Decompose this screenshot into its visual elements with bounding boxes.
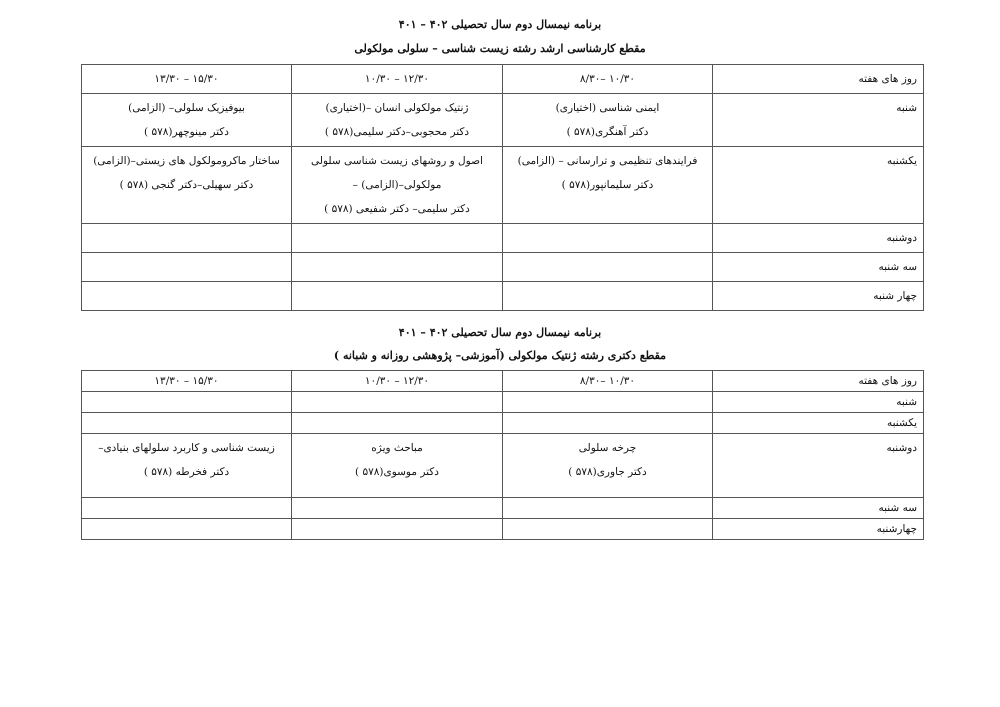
course-instructor: دکتر سلیمانپور(۵۷۸ ) <box>561 179 654 191</box>
course-name: ساختار ماکرومولکول های زیستی–(الزامی) <box>93 155 280 167</box>
empty-cell <box>503 519 713 540</box>
day-cell: سه شنبه <box>713 498 924 519</box>
empty-cell <box>82 282 292 311</box>
course-cell <box>503 94 713 147</box>
table-row <box>82 392 924 413</box>
header-days: روز های هفته <box>713 65 924 94</box>
empty-cell <box>503 392 713 413</box>
schedule2-subtitle: مقطع دکتری رشته ژنتیک مولکولی (آموزشی– پژوهشی روزانه و شبانه ) <box>333 349 667 362</box>
header-row <box>82 65 924 94</box>
day-cell: شنبه <box>713 94 924 147</box>
empty-cell <box>292 253 503 282</box>
course-name: ژنتیک مولکولی انسان –(اختیاری) <box>325 102 469 114</box>
table-row <box>82 94 924 147</box>
schedule1-subtitle: مقطع کارشناسی ارشد رشته زیست شناسی – سلولی مولکولی <box>354 42 646 55</box>
course-cell <box>292 94 503 147</box>
table-row <box>82 224 924 253</box>
table-row <box>82 253 924 282</box>
course-cell <box>292 147 503 224</box>
empty-cell <box>82 392 292 413</box>
empty-cell <box>292 498 503 519</box>
schedule1-table <box>81 64 924 311</box>
course-cell <box>503 434 713 498</box>
header-row <box>82 371 924 392</box>
empty-cell <box>503 282 713 311</box>
course-instructor: دکتر مینوچهر(۵۷۸ ) <box>144 126 229 138</box>
course-name: چرخه سلولی <box>578 442 637 454</box>
course-cell <box>503 147 713 224</box>
day-cell: دوشنبه <box>713 224 924 253</box>
course-name: بیوفیزیک سلولی– (الزامی) <box>128 102 245 114</box>
header-slot-1: ۱۰/۳۰ –۸/۳۰ <box>503 371 713 392</box>
header-days: روز های هفته <box>713 371 924 392</box>
day-cell: دوشنبه <box>713 434 924 498</box>
course-cell <box>82 434 292 498</box>
table-row <box>82 434 924 498</box>
course-cell <box>82 147 292 224</box>
empty-cell <box>503 413 713 434</box>
day-cell: چهار شنبه <box>713 282 924 311</box>
header-slot-2: ۱۲/۳۰ – ۱۰/۳۰ <box>292 65 503 94</box>
empty-cell <box>292 392 503 413</box>
empty-cell <box>292 282 503 311</box>
course-cell <box>82 94 292 147</box>
header-slot-3: ۱۵/۳۰ – ۱۳/۳۰ <box>82 65 292 94</box>
course-instructor: دکتر سلیمی– دکتر شفیعی (۵۷۸ ) <box>324 203 470 215</box>
course-instructor: دکتر سهیلی–دکتر گنجی (۵۷۸ ) <box>119 179 254 191</box>
schedule2-title: برنامه نیمسال دوم سال تحصیلی ۴۰۲ – ۴۰۱ <box>398 326 602 339</box>
course-cell <box>292 434 503 498</box>
table-row <box>82 519 924 540</box>
course-name: ایمنی شناسی (اختیاری) <box>555 102 660 114</box>
course-instructor: دکتر آهنگری(۵۷۸ ) <box>566 126 649 138</box>
header-slot-2: ۱۲/۳۰ – ۱۰/۳۰ <box>292 371 503 392</box>
schedule2-table <box>81 370 924 540</box>
empty-cell <box>503 224 713 253</box>
header-slot-1: ۱۰/۳۰ –۸/۳۰ <box>503 65 713 94</box>
course-name: اصول و روشهای زیست شناسی سلولی <box>311 155 483 167</box>
course-instructor: دکتر فخرطه (۵۷۸ ) <box>143 466 230 478</box>
course-instructor: دکتر موسوی(۵۷۸ ) <box>355 466 439 478</box>
course-name: مباحث ویژه <box>371 442 423 454</box>
day-cell: شنبه <box>713 392 924 413</box>
course-name-cont: مولکولی–(الزامی) – <box>352 179 442 191</box>
table-row <box>82 413 924 434</box>
day-cell: چهارشنبه <box>713 519 924 540</box>
day-cell: سه شنبه <box>713 253 924 282</box>
table-row <box>82 147 924 224</box>
course-name: زیست شناسی و کاربرد سلولهای بنیادی– <box>98 442 275 454</box>
day-cell: یکشنبه <box>713 147 924 224</box>
empty-cell <box>82 498 292 519</box>
course-instructor: دکتر محجوبی–دکتر سلیمی(۵۷۸ ) <box>324 126 470 138</box>
day-cell: یکشنبه <box>713 413 924 434</box>
table-row <box>82 282 924 311</box>
empty-cell <box>503 253 713 282</box>
empty-cell <box>292 224 503 253</box>
course-instructor: دکتر جاوری(۵۷۸ ) <box>568 466 647 478</box>
empty-cell <box>503 498 713 519</box>
empty-cell <box>292 413 503 434</box>
empty-cell <box>292 519 503 540</box>
empty-cell <box>82 224 292 253</box>
empty-cell <box>82 519 292 540</box>
empty-cell <box>82 253 292 282</box>
course-name: فرایندهای تنظیمی و ترارسانی – (الزامی) <box>517 155 698 167</box>
table-row <box>82 498 924 519</box>
schedule1-title: برنامه نیمسال دوم سال تحصیلی ۴۰۲ – ۴۰۱ <box>398 18 602 31</box>
empty-cell <box>82 413 292 434</box>
header-slot-3: ۱۵/۳۰ – ۱۳/۳۰ <box>82 371 292 392</box>
